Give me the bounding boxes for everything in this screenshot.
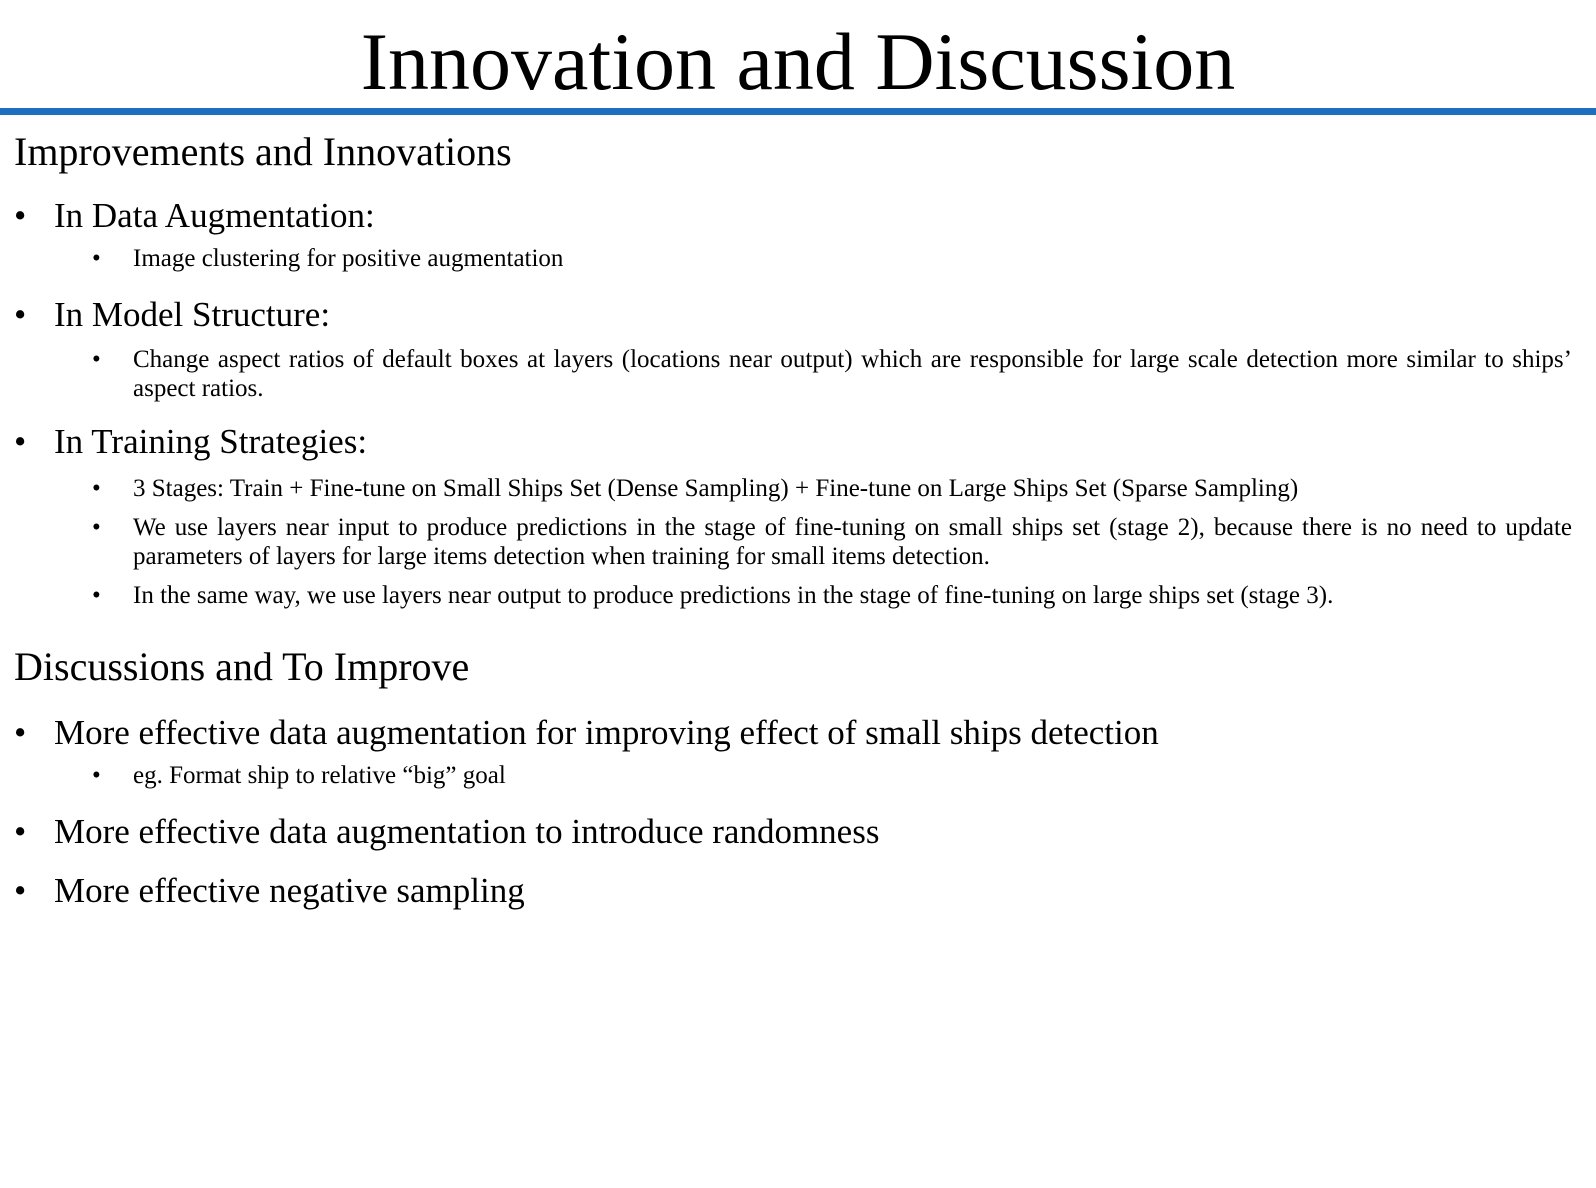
bullet-icon: • (14, 871, 27, 910)
sub-list-item-text: 3 Stages: Train + Fine-tune on Small Ships Set (Dense Sampling) + Fine-tune on Large Ships Set (Sparse Sampling) (133, 475, 1299, 502)
sub-list-item-text: In the same way, we use layers near output to produce predictions in the stage of fine-tuning on large ships set (stage 3). (133, 582, 1334, 609)
section-heading-improvements: Improvements and Innovations (14, 129, 512, 174)
bullet-icon: • (92, 475, 101, 502)
slide-title: Innovation and Discussion (360, 16, 1236, 107)
list-item-label: More effective negative sampling (54, 871, 525, 910)
sub-list-item (92, 761, 1572, 790)
bullet-icon: • (92, 514, 101, 541)
sub-list-item-text: eg. Format ship to relative “big” goal (133, 762, 506, 789)
bullet-icon: • (92, 582, 101, 609)
sub-list-item-text: Change aspect ratios of default boxes at layers (locations near output) which are responsible for large scale detection more similar to ships’ aspect ratios. (133, 346, 1572, 402)
sub-list-item-text: Image clustering for positive augmentation (133, 245, 564, 272)
list-item-label: In Model Structure: (54, 295, 331, 334)
bullet-icon: • (14, 713, 27, 752)
list-item-label: In Training Strategies: (54, 422, 368, 461)
list-item-label: More effective data augmentation to introduce randomness (54, 812, 880, 851)
sub-list-item (92, 513, 1572, 571)
sub-list-item (92, 345, 1572, 403)
bullet-icon: • (92, 346, 101, 373)
bullet-icon: • (92, 762, 101, 789)
title-divider (0, 108, 1596, 115)
sub-list-item (92, 244, 1572, 273)
bullet-icon: • (14, 812, 27, 851)
bullet-icon: • (14, 422, 27, 461)
bullet-icon: • (14, 196, 27, 235)
bullet-icon: • (14, 295, 27, 334)
list-item-label: In Data Augmentation: (54, 196, 375, 235)
section-heading-discussions: Discussions and To Improve (14, 644, 470, 689)
sub-list-item (92, 581, 1572, 610)
list-item-label: More effective data augmentation for improving effect of small ships detection (54, 713, 1159, 752)
bullet-icon: • (92, 245, 101, 272)
sub-list-item-text: We use layers near input to produce predictions in the stage of fine-tuning on small ships set (stage 2), because there is no need to update parameters of layers for large items detection when training for small items detection. (133, 514, 1572, 570)
sub-list-item (92, 474, 1572, 503)
